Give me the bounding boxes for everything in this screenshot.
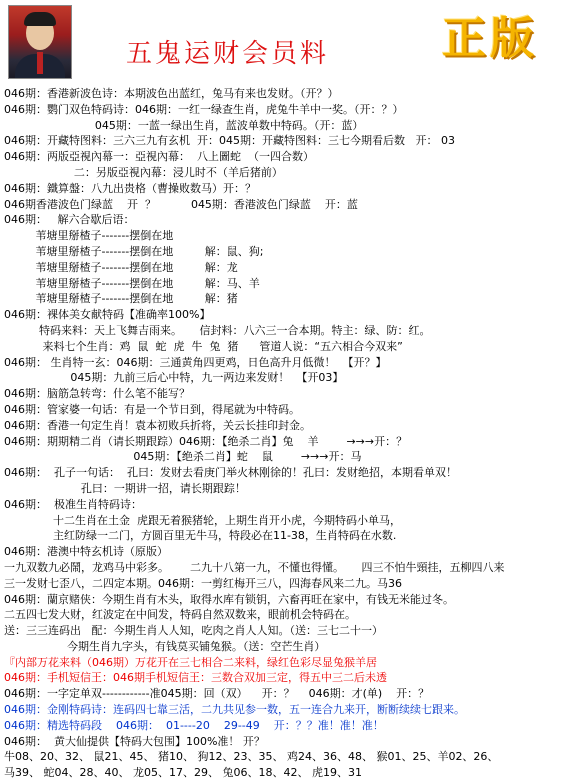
- text-line: 苇塘里掰楂子-------摆倒在地: [4, 229, 174, 243]
- text-line: 046期：鹦门双色特码诗：046期：一红一绿查生肖，虎兔牛羊中一奖。（开：？）: [4, 102, 404, 116]
- text-line: 046期： 黄大仙提供【特码大包围】100%准！ 开？: [4, 734, 265, 748]
- text-line: 045期：九前三后心中特，九一两边来发财！ 【开03】: [4, 371, 344, 385]
- text-line: 二：另版亞視內幕：浸儿时不（羊后猪前）: [4, 165, 283, 179]
- text-line: 046期：手机短信王：046期手机短信王：三数合双加三定，得五中三二后未透: [4, 671, 387, 685]
- text-line: 046期：裸体美女献特码【准确率100%】: [4, 308, 211, 322]
- text-line: 046期：香港新波色诗：本期波色出蓝红，兔马有来也发财。（开？）: [4, 87, 339, 100]
- text-line: 046期： 孔子一句话： 孔曰：发财去看庚门举火林刚徐的！孔曰：发财绝招，本期看单双！: [4, 466, 457, 480]
- text-line: 046期：一字定单双------------准045期：回（双） 开：？ 046期：才(单) 开：？: [4, 687, 430, 701]
- text-line: 045期：【绝杀二肖】蛇 鼠 →→→开：马: [4, 450, 362, 464]
- text-line: 046期： 解六合歇后语：: [4, 213, 135, 227]
- text-line: 主红防绿一二门，方圆百里无牛马，特段必在11-38，生肖特码在水数.: [4, 529, 397, 543]
- text-line: 046期： 极准生肖特码诗：: [4, 497, 142, 511]
- text-line: 二五四七发大财，红波定在中间发，特码自然双数来，眼前机会特码在。: [4, 608, 356, 622]
- text-line: 046期： 生肖特一玄：046期：三通黄角四更鸡，日色高升月低微！ 【开？】: [4, 355, 387, 369]
- text-line: 苇塘里掰楂子-------摆倒在地 解：鼠、狗;: [4, 244, 264, 258]
- text-line: 046期：香港一句定生肖！袁本初败兵折将，关云长挂印封金。: [4, 418, 311, 432]
- text-line: 『内部万花来料（046期）万花开在三七相合二来料，绿红色彩尽显兔猴羊居: [4, 655, 377, 669]
- text-line: 046期：期期精二肖（请长期跟踪）046期：【绝杀二肖】兔 羊 →→→开：？: [4, 434, 408, 448]
- portrait-tie: [37, 52, 43, 74]
- text-line: 046期：开藏特图料：三六三九有玄机 开：045期：开藏特图料：三七今期看后数 开： 03: [4, 134, 455, 148]
- text-line: 046期：蘭京赌侠：今期生肖有木头，取得水库有锁钥，六畜再旺在家中，有钱无米能过冬。: [4, 592, 454, 606]
- content-lines: [4, 86, 578, 781]
- text-line: 046期：港澳中特玄机诗（原版）: [4, 545, 168, 559]
- text-line: 特码来料：天上飞舞吉雨来。 信封料：八六三一合本期。特主：绿、防：红。: [4, 323, 431, 337]
- text-line: 苇塘里掰楂子-------摆倒在地 解：猪: [4, 292, 238, 306]
- text-line: 046期：管家婆一句话：有是一个节日到，得尾就为中特码。: [4, 402, 300, 416]
- text-line: 045期：一蓝一绿出生肖，蓝波单数中特码。（开：蓝）: [4, 118, 364, 132]
- text-line: 孔曰：一期讲一招，请长期跟踪！: [4, 481, 246, 495]
- text-line: 牛08、20、32、 鼠21、45、 猪10、 狗12、23、35、 鸡24、36、48、 猴01、25、羊02、26、: [4, 750, 499, 764]
- header: [0, 0, 581, 86]
- text-line: 046期：鐵算盤：八九出贵格（曹操败数马）开：？: [4, 181, 256, 195]
- text-line: 十二生肖在土金 虎跟无着猴猪轮，上期生肖开小虎，今期特码小单马，: [4, 513, 401, 527]
- text-line: 苇塘里掰楂子-------摆倒在地 解：龙: [4, 260, 238, 274]
- text-line: 送：三三连码出 配：今期生肖人人知，吃肉之肖人人知。（送：三七二十一）: [4, 624, 383, 638]
- authentic-badge: 正版: [442, 13, 538, 64]
- text-line: 046期：两版亞視內幕一：亞視內幕： 八上圖蛇 （一四合数）: [4, 150, 314, 164]
- text-line: 三一发财七歪八，二四定本期。046期：一剪红梅开三八，四海春风来二九。马36: [4, 576, 402, 590]
- text-line: 046期香港波色门绿蓝 开 ？ 045期：香港波色门绿蓝 开：蓝: [4, 197, 358, 211]
- text-line: 一九双数九必鬧，龙鸡马中彩多。 二九十八第一九，不懂也得懂。 四三不怕牛頸挂，五柳四八来: [4, 560, 505, 574]
- portrait-hair: [24, 12, 56, 26]
- text-line: 046期：金刚特码诗：连码四七靠三活，二九共见参一数，五一连合九来开，断断续续七跟来。: [4, 703, 465, 717]
- text-line: 来料七个生肖：鸡 鼠 蛇 虎 牛 兔 猪 管道人说：“五六相合今双来”: [4, 339, 403, 353]
- text-line: 马39、 蛇04、28、40、 龙05、17、29、 兔06、18、42、 虎19、31: [4, 766, 362, 780]
- text-line: 046期：精选特码段 046期： 01----20 29--49 开：？？准！准！准！: [4, 718, 384, 732]
- text-line: 苇塘里掰楂子-------摆倒在地 解：马、羊: [4, 276, 260, 290]
- portrait-photo: [8, 5, 72, 79]
- text-line: 046期：脑筋急转弯：什么笔不能写？: [4, 387, 190, 401]
- page-title: 五鬼运财会员料: [126, 39, 330, 69]
- text-line: 今期生肖九字头，有钱莫买铺兔猴。（送：空芒生肖）: [4, 639, 326, 653]
